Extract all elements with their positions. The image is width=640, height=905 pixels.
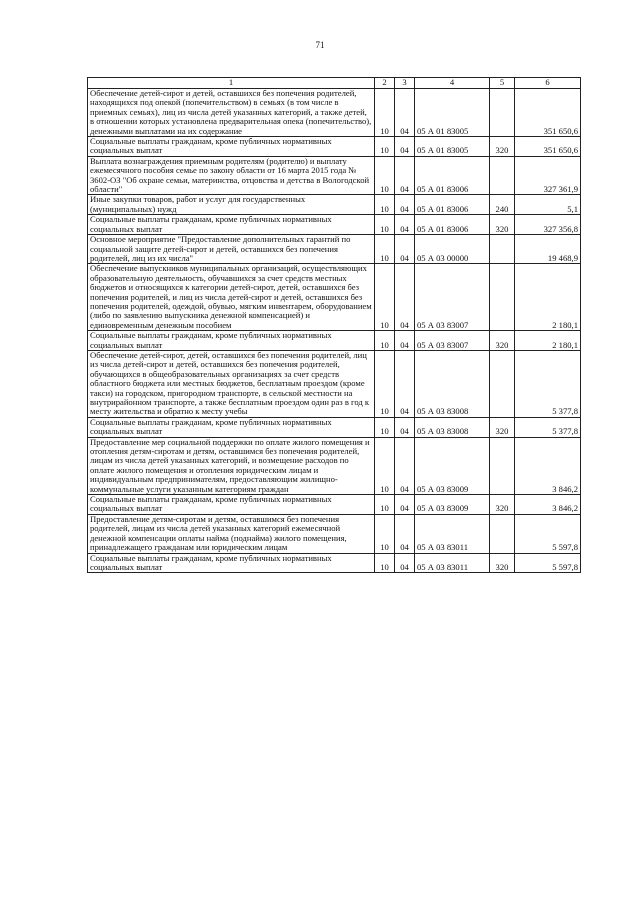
row-target-article: 05 А 01 83006 xyxy=(415,156,490,195)
row-amount: 3 846,2 xyxy=(515,437,581,494)
row-subsection: 04 xyxy=(395,235,415,264)
row-subsection: 04 xyxy=(395,195,415,215)
row-amount: 3 846,2 xyxy=(515,495,581,515)
row-subsection: 04 xyxy=(395,264,415,331)
row-subsection: 04 xyxy=(395,137,415,157)
table-row xyxy=(88,156,581,195)
row-subsection: 04 xyxy=(395,89,415,137)
row-target-article: 05 А 03 83008 xyxy=(415,350,490,417)
row-subsection: 04 xyxy=(395,215,415,235)
row-target-article: 05 А 03 83009 xyxy=(415,437,490,494)
row-target-article: 05 А 01 83006 xyxy=(415,195,490,215)
row-section: 10 xyxy=(375,331,395,351)
row-description: Основное мероприятие "Предоставление дополнительных гарантий по социальной защите детей-сирот и детей, оставшихся без попечения родителей, лиц из их числа" xyxy=(88,235,375,264)
row-description: Обеспечение детей-сирот, детей, оставшихся без попечения родителей, лиц из числа детей-сирот и детей, оставшихся без попечения родителей, обучающихся в общеобразовательных организациях за счет средств областного бюджета или местных бюджетов, бесплатным проездом (кроме такси) на городском, пригородном транспорте, в сельской местности на внутрирайонном транспорте, а также бесплатным проездом один раз в год к месту жительства и обратно к месту учебы xyxy=(88,350,375,417)
table-row xyxy=(88,417,581,437)
row-expense-type xyxy=(490,235,515,264)
row-section: 10 xyxy=(375,437,395,494)
table-row xyxy=(88,235,581,264)
row-expense-type: 320 xyxy=(490,215,515,235)
row-amount: 327 361,9 xyxy=(515,156,581,195)
row-amount: 5 597,8 xyxy=(515,514,581,553)
header-col-6: 6 xyxy=(515,78,581,89)
row-amount: 2 180,1 xyxy=(515,264,581,331)
page-number: 71 xyxy=(315,40,325,50)
row-section: 10 xyxy=(375,350,395,417)
table-row xyxy=(88,331,581,351)
row-section: 10 xyxy=(375,235,395,264)
row-description: Социальные выплаты гражданам, кроме публичных нормативных социальных выплат xyxy=(88,417,375,437)
header-row xyxy=(88,78,581,89)
header-col-5: 5 xyxy=(490,78,515,89)
row-expense-type: 240 xyxy=(490,195,515,215)
row-description: Обеспечение детей-сирот и детей, оставшихся без попечения родителей, находящихся под опекой (попечительством) в семьях (в том числе в приемных семьях), лиц из числа детей указанных категорий, а также детей, в отношении которых установлена предварительная опека (попечительство), денежными выплатами на их содержание xyxy=(88,89,375,137)
row-subsection: 04 xyxy=(395,514,415,553)
row-section: 10 xyxy=(375,137,395,157)
row-amount: 19 468,9 xyxy=(515,235,581,264)
row-description: Социальные выплаты гражданам, кроме публичных нормативных социальных выплат xyxy=(88,137,375,157)
row-expense-type: 320 xyxy=(490,495,515,515)
row-expense-type xyxy=(490,89,515,137)
budget-table xyxy=(87,77,581,573)
row-amount: 327 356,8 xyxy=(515,215,581,235)
row-amount: 351 650,6 xyxy=(515,89,581,137)
row-section: 10 xyxy=(375,215,395,235)
table-row xyxy=(88,195,581,215)
row-target-article: 05 А 01 83005 xyxy=(415,137,490,157)
row-expense-type: 320 xyxy=(490,553,515,573)
row-subsection: 04 xyxy=(395,495,415,515)
row-expense-type xyxy=(490,264,515,331)
row-section: 10 xyxy=(375,264,395,331)
row-amount: 5,1 xyxy=(515,195,581,215)
row-subsection: 04 xyxy=(395,437,415,494)
row-target-article: 05 А 03 83009 xyxy=(415,495,490,515)
row-expense-type: 320 xyxy=(490,137,515,157)
row-description: Социальные выплаты гражданам, кроме публичных нормативных социальных выплат xyxy=(88,495,375,515)
row-description: Предоставление мер социальной поддержки по оплате жилого помещения и отопления детям-сиротам и детям, оставшимся без попечения родителей, лицам из числа детей указанных категорий, и возмещение расходов по оплате жилого помещения и отопления юридическим лицам и индивидуальным предпринимателям, предоставляющим жилищно-коммунальные услуги указанным категориям граждан xyxy=(88,437,375,494)
table-row xyxy=(88,350,581,417)
row-description: Обеспечение выпускников муниципальных организаций, осуществляющих образовательную деятельность, обучавшихся за счет средств местных бюджетов и относящихся к категории детей-сирот, детей, оставшихся без попечения родителей, и лиц из числа детей-сирот и детей, оставшихся без попечения родителей, одеждой, обувью, мягким инвентарем, оборудованием (либо по заявлению выпускника денежной компенсацией) и единовременным денежным пособием xyxy=(88,264,375,331)
row-target-article: 05 А 03 83008 xyxy=(415,417,490,437)
table-row xyxy=(88,514,581,553)
row-expense-type xyxy=(490,437,515,494)
row-amount: 5 377,8 xyxy=(515,417,581,437)
row-section: 10 xyxy=(375,514,395,553)
row-section: 10 xyxy=(375,553,395,573)
row-target-article: 05 А 03 83007 xyxy=(415,331,490,351)
row-target-article: 05 А 03 83011 xyxy=(415,553,490,573)
row-subsection: 04 xyxy=(395,417,415,437)
row-description: Выплата вознаграждения приемным родителям (родителю) и выплату ежемесячного пособия семье по закону области от 16 марта 2015 года № 3602-ОЗ "Об охране семьи, материнства, отцовства и детства в Вологодской области" xyxy=(88,156,375,195)
row-target-article: 05 А 03 00000 xyxy=(415,235,490,264)
table-row xyxy=(88,215,581,235)
header-col-4: 4 xyxy=(415,78,490,89)
header-col-2: 2 xyxy=(375,78,395,89)
row-expense-type: 320 xyxy=(490,331,515,351)
row-subsection: 04 xyxy=(395,156,415,195)
row-description: Социальные выплаты гражданам, кроме публичных нормативных социальных выплат xyxy=(88,331,375,351)
row-section: 10 xyxy=(375,156,395,195)
row-expense-type xyxy=(490,156,515,195)
row-subsection: 04 xyxy=(395,350,415,417)
table-row xyxy=(88,437,581,494)
row-expense-type xyxy=(490,514,515,553)
row-amount: 5 597,8 xyxy=(515,553,581,573)
header-col-1: 1 xyxy=(88,78,375,89)
row-expense-type: 320 xyxy=(490,417,515,437)
row-target-article: 05 А 01 83005 xyxy=(415,89,490,137)
row-subsection: 04 xyxy=(395,553,415,573)
row-expense-type xyxy=(490,350,515,417)
row-amount: 5 377,8 xyxy=(515,350,581,417)
row-section: 10 xyxy=(375,195,395,215)
row-amount: 351 650,6 xyxy=(515,137,581,157)
table-row xyxy=(88,89,581,137)
row-description: Иные закупки товаров, работ и услуг для государственных (муниципальных) нужд xyxy=(88,195,375,215)
row-description: Социальные выплаты гражданам, кроме публичных нормативных социальных выплат xyxy=(88,215,375,235)
row-target-article: 05 А 01 83006 xyxy=(415,215,490,235)
row-section: 10 xyxy=(375,89,395,137)
table-row xyxy=(88,553,581,573)
row-section: 10 xyxy=(375,495,395,515)
table-row xyxy=(88,137,581,157)
table-row xyxy=(88,495,581,515)
header-col-3: 3 xyxy=(395,78,415,89)
row-description: Предоставление детям-сиротам и детям, оставшимся без попечения родителей, лицам из числа детей указанных категорий ежемесячной денежной компенсации оплаты найма (поднайма) жилого помещения, принадлежащего гражданам или юридическим лицам xyxy=(88,514,375,553)
row-section: 10 xyxy=(375,417,395,437)
row-target-article: 05 А 03 83007 xyxy=(415,264,490,331)
row-subsection: 04 xyxy=(395,331,415,351)
row-amount: 2 180,1 xyxy=(515,331,581,351)
row-target-article: 05 А 03 83011 xyxy=(415,514,490,553)
row-description: Социальные выплаты гражданам, кроме публичных нормативных социальных выплат xyxy=(88,553,375,573)
table-row xyxy=(88,264,581,331)
